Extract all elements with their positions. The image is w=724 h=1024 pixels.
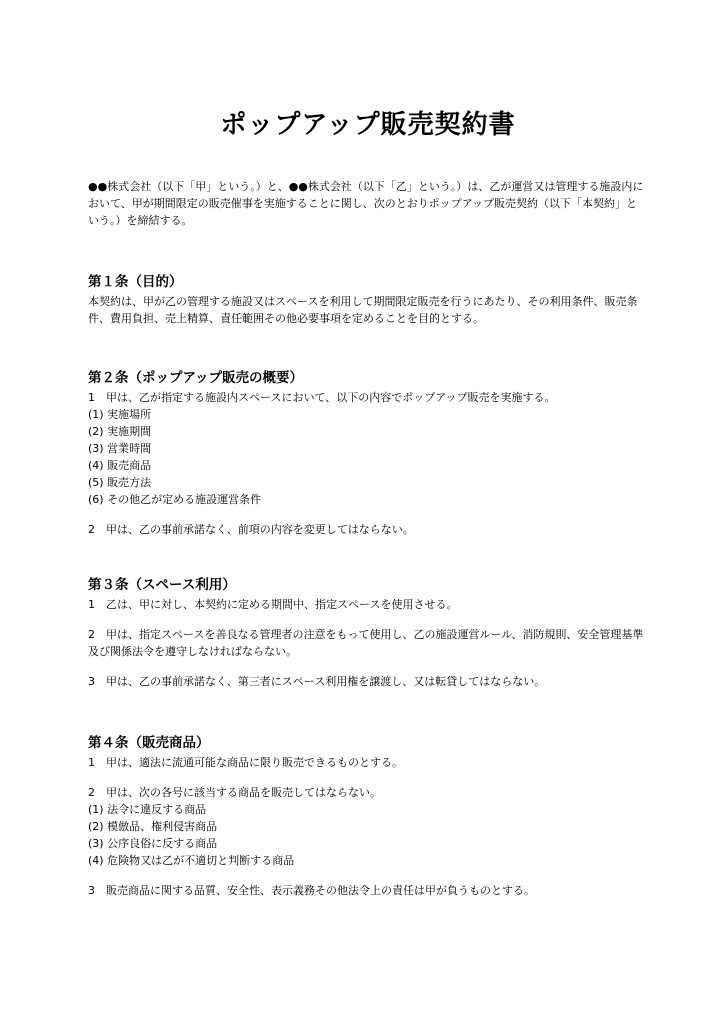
article-body: 本契約は、甲が乙の管理する施設又はスペースを利用して期間限定販売を行うにあたり、その利用条件、販売条件、費用負担、売上精算、責任範囲その他必要事項を定めることを目的とする。 xyxy=(88,295,638,325)
article-1 xyxy=(88,273,644,327)
preamble-paragraph: ●●株式会社（以下「甲」という。）と、●●株式会社（以下「乙」という。）は、乙が運営又は管理する施設内において、甲が期間限定の販売催事を実施することに関し、次のとおりポップアップ販売契約（以下「本契約」という。）を締結する。 xyxy=(88,180,644,227)
clause-2: 2 甲は、指定スペースを善良なる管理者の注意をもって使用し、乙の施設運営ルール、消防規則、安全管理基準及び関係法令を遵守しなければならない。 xyxy=(88,628,644,658)
clause-1: 1 甲は、乙が指定する施設内スペースにおいて、以下の内容でポップアップ販売を実施する。 xyxy=(88,391,556,404)
document-title: ポップアップ販売契約書 xyxy=(220,110,516,140)
clause-1: 1 乙は、甲に対し、本契約に定める期間中、指定スペースを使用させる。 xyxy=(88,598,458,611)
clause-2: 2 甲は、次の各号に該当する商品を販売してはならない。 xyxy=(88,786,381,799)
article-heading: 第３条（スペース利用） xyxy=(88,577,236,593)
clause-3: 3 甲は、乙の事前承諾なく、第三者にスペース利用権を譲渡し、又は転貸してはならない。 xyxy=(88,675,546,688)
list-item: (4) 危険物又は乙が不適切と判断する商品 xyxy=(88,854,295,867)
article-heading: 第１条（目的） xyxy=(88,274,183,290)
list-item: (1) 法令に違反する商品 xyxy=(88,803,207,816)
article-heading: 第２条（ポップアップ販売の概要） xyxy=(88,370,304,386)
list-item: (3) 営業時間 xyxy=(88,442,152,455)
article-3 xyxy=(88,576,644,690)
article-2 xyxy=(88,369,644,538)
list-item: (3) 公序良俗に反する商品 xyxy=(88,837,218,850)
list-item: (1) 実施場所 xyxy=(88,408,152,421)
list-item: (4) 販売商品 xyxy=(88,459,152,472)
article-4 xyxy=(88,734,644,899)
clause-2: 2 甲は、乙の事前承諾なく、前項の内容を変更してはならない。 xyxy=(88,523,414,536)
list-item: (5) 販売方法 xyxy=(88,476,152,489)
list-item: (6) その他乙が定める施設運営条件 xyxy=(88,493,262,506)
article-heading: 第４条（販売商品） xyxy=(88,735,210,751)
list-item: (2) 模倣品、権利侵害商品 xyxy=(88,820,218,833)
list-item: (2) 実施期間 xyxy=(88,425,152,438)
clause-3: 3 販売商品に関する品質、安全性、表示義務その他法令上の責任は甲が負うものとする。 xyxy=(88,884,535,897)
clause-1: 1 甲は、適法に流通可能な商品に限り販売できるものとする。 xyxy=(88,756,403,769)
